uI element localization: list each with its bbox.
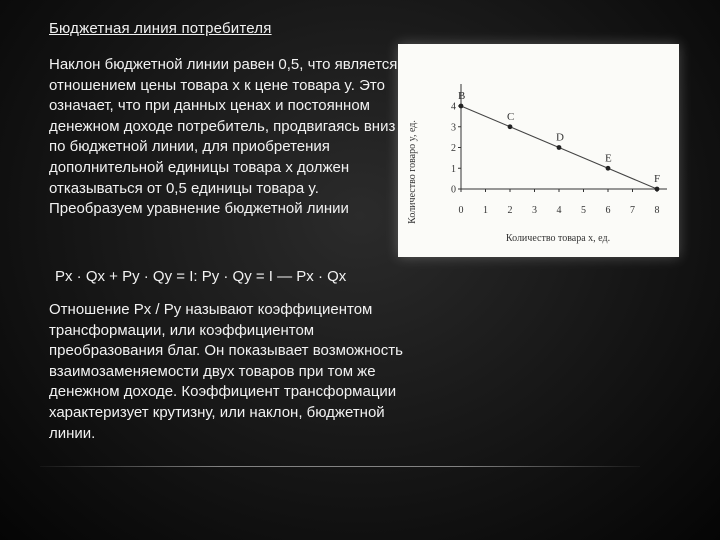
x-tick-label: 8 bbox=[654, 205, 660, 216]
point-e bbox=[606, 166, 611, 171]
budget-line-chart bbox=[398, 44, 679, 257]
point-label-f: F bbox=[654, 173, 661, 185]
slide-title: Бюджетная линия потребителя bbox=[49, 20, 272, 37]
x-tick-label: 2 bbox=[507, 205, 513, 216]
point-f bbox=[655, 187, 660, 192]
footer-divider bbox=[40, 466, 640, 467]
x-tick-label: 6 bbox=[605, 205, 611, 216]
point-label-d: D bbox=[556, 131, 564, 144]
slope-explanation-paragraph: Наклон бюджетной линии равен 0,5, что является отношением цены товара x к цене товара y. Это означает, что при данных ценах и постоянном денежном доходе потребитель, продвигаясь вниз по бюджетной линии, для приобретения дополнительной единицы товара x должен отказываться от 0,5 единицы товара y. Преобразуем уравнение бюджетной линии bbox=[49, 56, 398, 218]
x-axis-label: Количество товара x, ед. bbox=[505, 233, 611, 244]
chart-ticks bbox=[451, 102, 660, 217]
point-label-c: C bbox=[507, 110, 515, 123]
chart-points bbox=[458, 90, 660, 191]
y-tick-label: 1 bbox=[451, 163, 456, 175]
y-tick-label: 4 bbox=[451, 101, 456, 113]
budget-line-chart-svg bbox=[398, 44, 679, 257]
point-label-e: E bbox=[605, 152, 612, 165]
y-tick-label: 0 bbox=[451, 184, 456, 196]
chart-axes bbox=[461, 84, 667, 189]
point-d bbox=[557, 145, 562, 150]
x-tick-label: 3 bbox=[532, 205, 537, 216]
point-b bbox=[459, 104, 464, 109]
x-tick-label: 1 bbox=[483, 205, 488, 216]
point-label-b: B bbox=[458, 90, 466, 102]
x-tick-label: 7 bbox=[630, 205, 635, 216]
y-tick-label: 2 bbox=[451, 143, 456, 154]
transformation-coefficient-paragraph: Отношение Px / Py называют коэффициентом трансформации, или коэффициентом преобразования благ. Он показывает возможность взаимозаменяемости двух товаров при том же денежном доходе. Коэффициент трансформации характеризует крутизну, или наклон, бюджетной линии. bbox=[49, 301, 403, 442]
x-tick-label: 0 bbox=[458, 205, 464, 216]
y-axis-label: Количество говаро y, ед. bbox=[407, 120, 418, 224]
point-c bbox=[508, 124, 513, 129]
x-tick-label: 4 bbox=[556, 205, 562, 216]
y-tick-label: 3 bbox=[451, 122, 456, 134]
budget-equation: Px · Qx + Py · Qy = I: Py · Qy = I — Px · Qx bbox=[55, 268, 347, 285]
x-tick-label: 5 bbox=[581, 205, 586, 216]
